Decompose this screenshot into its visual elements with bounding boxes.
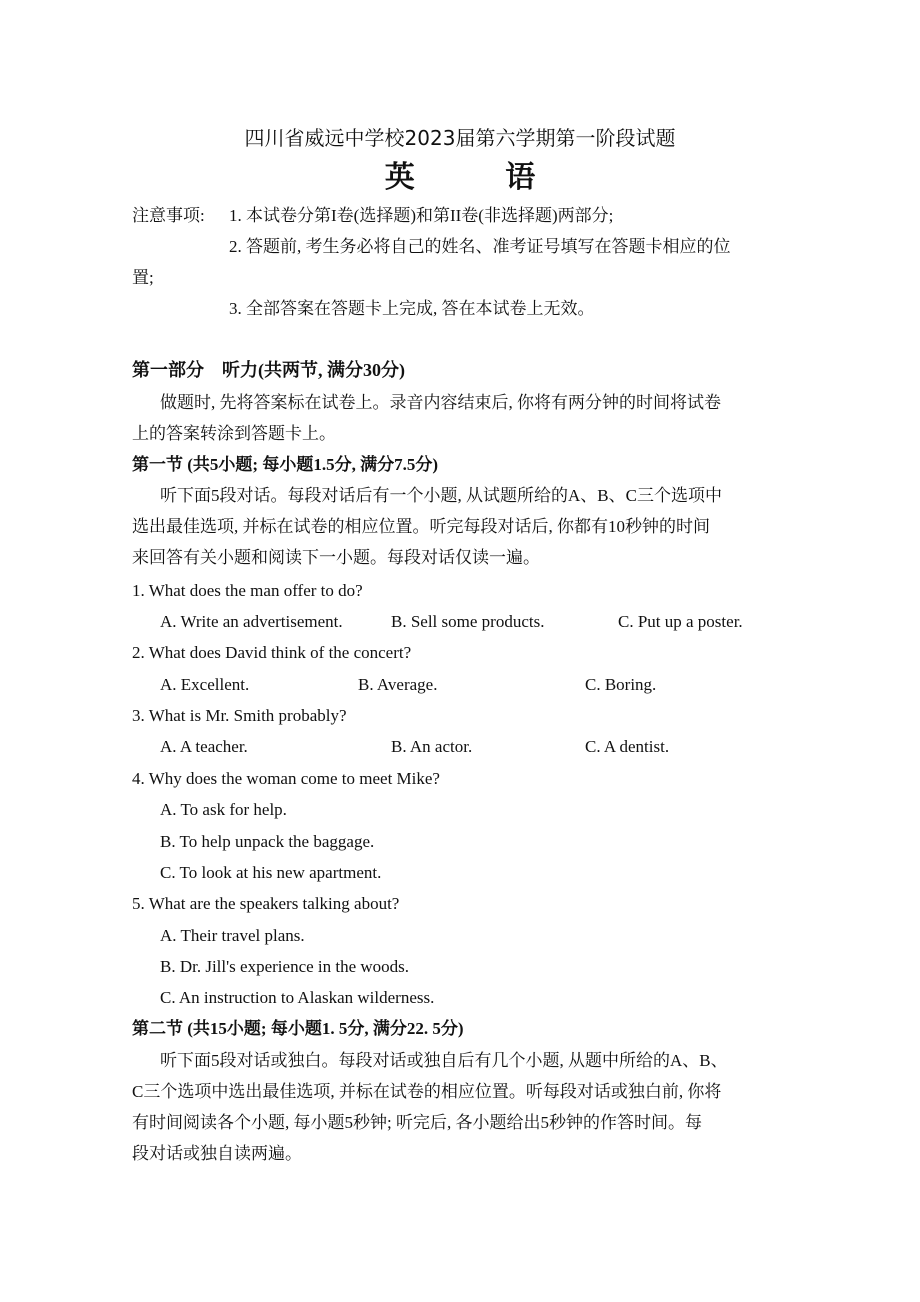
- question: 2. What does David think of the concert?: [132, 643, 412, 662]
- section1-intro: 来回答有关小题和阅读下一小题。每段对话仅读一遍。: [132, 548, 540, 567]
- question: 3. What is Mr. Smith probably?: [132, 706, 347, 725]
- option: B. To help unpack the baggage.: [160, 832, 375, 851]
- option: B. Sell some products.: [391, 612, 545, 631]
- option: A. Their travel plans.: [160, 926, 305, 945]
- option: B. An actor.: [391, 737, 473, 756]
- option: B. Average.: [358, 675, 438, 694]
- part1-intro: 上的答案转涂到答题卡上。: [132, 424, 336, 443]
- option: C. An instruction to Alaskan wilderness.: [160, 988, 435, 1007]
- section2-intro: 听下面5段对话或独白。每段对话或独自后有几个小题, 从题中所给的A、B、: [160, 1051, 728, 1070]
- section1-intro: 听下面5段对话。每段对话后有一个小题, 从试题所给的A、B、C三个选项中: [160, 486, 722, 505]
- option: B. Dr. Jill's experience in the woods.: [160, 957, 410, 976]
- part1-heading: 第一部分 听力(共两节, 满分30分): [132, 360, 405, 380]
- question: 5. What are the speakers talking about?: [132, 894, 400, 913]
- note-item: 置;: [132, 268, 154, 287]
- option: A. Excellent.: [160, 675, 250, 694]
- section2-intro: 段对话或独自读两遍。: [132, 1144, 302, 1163]
- option: C. Put up a poster.: [618, 612, 743, 631]
- option: C. A dentist.: [585, 737, 670, 756]
- section2-intro: 有时间阅读各个小题, 每小题5秒钟; 听完后, 各小题给出5秒钟的作答时间。每: [132, 1113, 702, 1132]
- exam-title: 四川省威远中学校2023届第六学期第一阶段试题: [244, 126, 676, 150]
- note-item: 2. 答题前, 考生务必将自己的姓名、准考证号填写在答题卡相应的位: [229, 237, 731, 256]
- option: A. Write an advertisement.: [160, 612, 343, 631]
- option: C. Boring.: [585, 675, 657, 694]
- note-item: 1. 本试卷分第I卷(选择题)和第II卷(非选择题)两部分;: [229, 206, 614, 225]
- option: C. To look at his new apartment.: [160, 863, 382, 882]
- section2-intro: C三个选项中选出最佳选项, 并标在试卷的相应位置。听每段对话或独白前, 你将: [132, 1082, 722, 1101]
- note-item: 3. 全部答案在答题卡上完成, 答在本试卷上无效。: [229, 299, 595, 318]
- question: 1. What does the man offer to do?: [132, 581, 363, 600]
- section2-heading: 第二节 (共15小题; 每小题1. 5分, 满分22. 5分): [132, 1019, 464, 1038]
- notes-label: 注意事项:: [132, 206, 205, 225]
- section1-intro: 选出最佳选项, 并标在试卷的相应位置。听完每段对话后, 你都有10秒钟的时间: [132, 517, 710, 536]
- part1-intro: 做题时, 先将答案标在试卷上。录音内容结束后, 你将有两分钟的时间将试卷: [160, 393, 721, 412]
- option: A. To ask for help.: [160, 800, 287, 819]
- option: A. A teacher.: [160, 737, 248, 756]
- question: 4. Why does the woman come to meet Mike?: [132, 769, 440, 788]
- subject-title: 英 语: [384, 160, 576, 195]
- section1-heading: 第一节 (共5小题; 每小题1.5分, 满分7.5分): [132, 455, 438, 474]
